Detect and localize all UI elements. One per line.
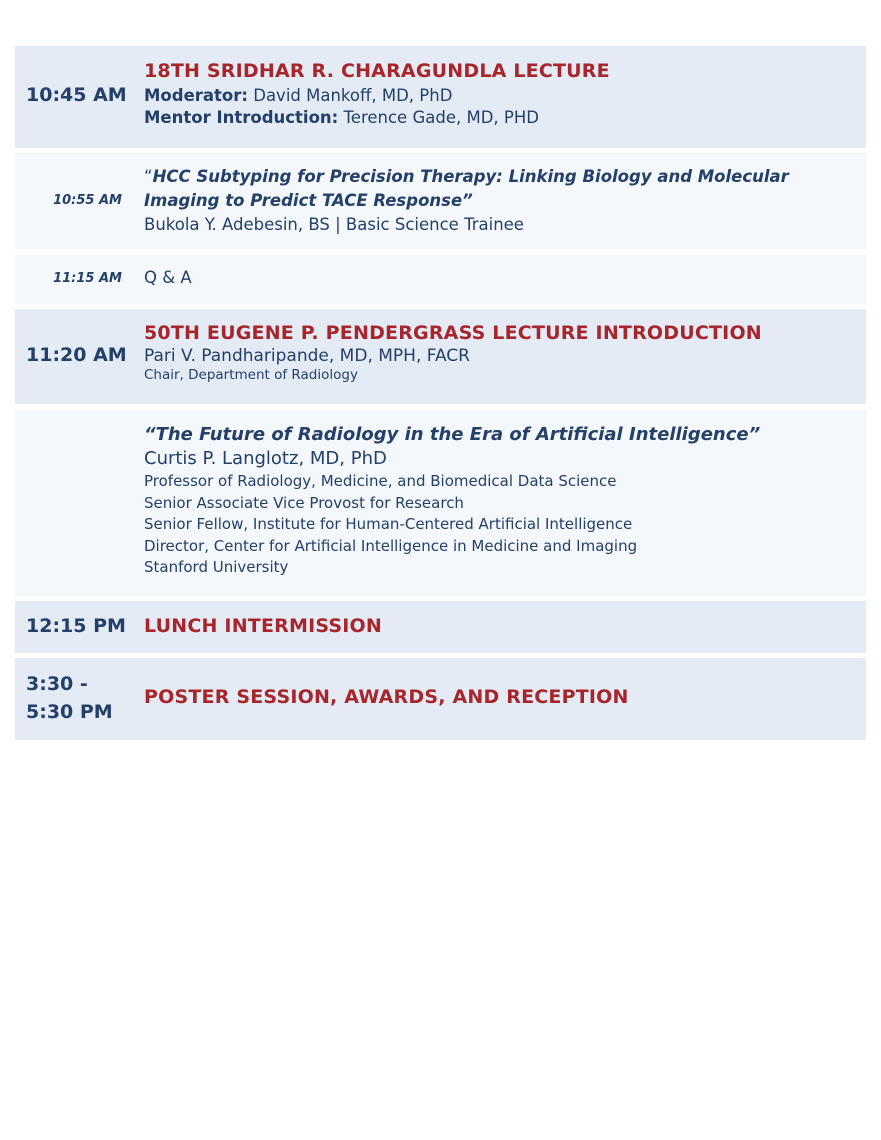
session-title: LUNCH INTERMISSION — [144, 615, 382, 637]
time-end: 5:30 PM — [26, 701, 113, 723]
schedule-row-pendergrass-talk — [15, 410, 866, 596]
affiliation-line: Stanford University — [144, 558, 289, 576]
speaker-line: Bukola Y. Adebesin, BS | Basic Science Trainee — [144, 215, 524, 234]
time-label: 11:20 AM — [26, 344, 127, 366]
time-start: 3:30 - — [26, 673, 88, 695]
session-title: 18TH SRIDHAR R. CHARAGUNDLA LECTURE — [144, 60, 610, 82]
mentor-line — [144, 108, 848, 127]
talk-title — [144, 165, 848, 213]
schedule-row-poster-session — [15, 658, 866, 740]
speaker-line: Pari V. Pandharipande, MD, MPH, FACR — [144, 346, 470, 366]
affiliation-line: Professor of Radiology, Medicine, and Biomedical Data Science — [144, 472, 617, 490]
schedule-row-pendergrass-intro — [15, 309, 866, 404]
time-label: 10:55 AM — [53, 193, 122, 208]
qa-text: Q & A — [144, 268, 192, 287]
affiliation-line: Senior Associate Vice Provost for Research — [144, 493, 464, 512]
talk-title: “The Future of Radiology in the Era of Artificial Intelligence” — [144, 424, 761, 445]
mentor-label: Mentor Introduction: — [144, 108, 339, 127]
time-label: 11:15 AM — [53, 271, 122, 286]
affiliation-line: Director, Center for Artificial Intelligence in Medicine and Imaging — [144, 536, 638, 555]
time-label: 10:45 AM — [26, 84, 127, 106]
schedule-row-qa — [15, 255, 866, 304]
moderator-label: Moderator: — [144, 86, 248, 105]
talk-title-text: HCC Subtyping for Precision Therapy: Linking Biology and Molecular Imaging to Predict TACE Response” — [144, 167, 789, 210]
mentor-name: Terence Gade, MD, PHD — [338, 108, 539, 127]
schedule-row-hcc-talk — [15, 153, 866, 249]
moderator-name: David Mankoff, MD, PhD — [248, 86, 453, 105]
session-title: POSTER SESSION, AWARDS, AND RECEPTION — [144, 686, 629, 708]
affiliation-line: Senior Fellow, Institute for Human-Centered Artificial Intelligence — [144, 515, 633, 533]
open-quote: “ — [144, 167, 153, 186]
speaker-line: Curtis P. Langlotz, MD, PhD — [144, 448, 387, 469]
affiliation-line: Chair, Department of Radiology — [144, 367, 358, 383]
time-label — [26, 670, 113, 726]
schedule-row-charagundla — [15, 46, 866, 148]
time-label: 12:15 PM — [26, 615, 126, 637]
moderator-line — [144, 86, 848, 105]
schedule-row-lunch — [15, 601, 866, 653]
session-title: 50TH EUGENE P. PENDERGRASS LECTURE INTRODUCTION — [144, 322, 762, 344]
